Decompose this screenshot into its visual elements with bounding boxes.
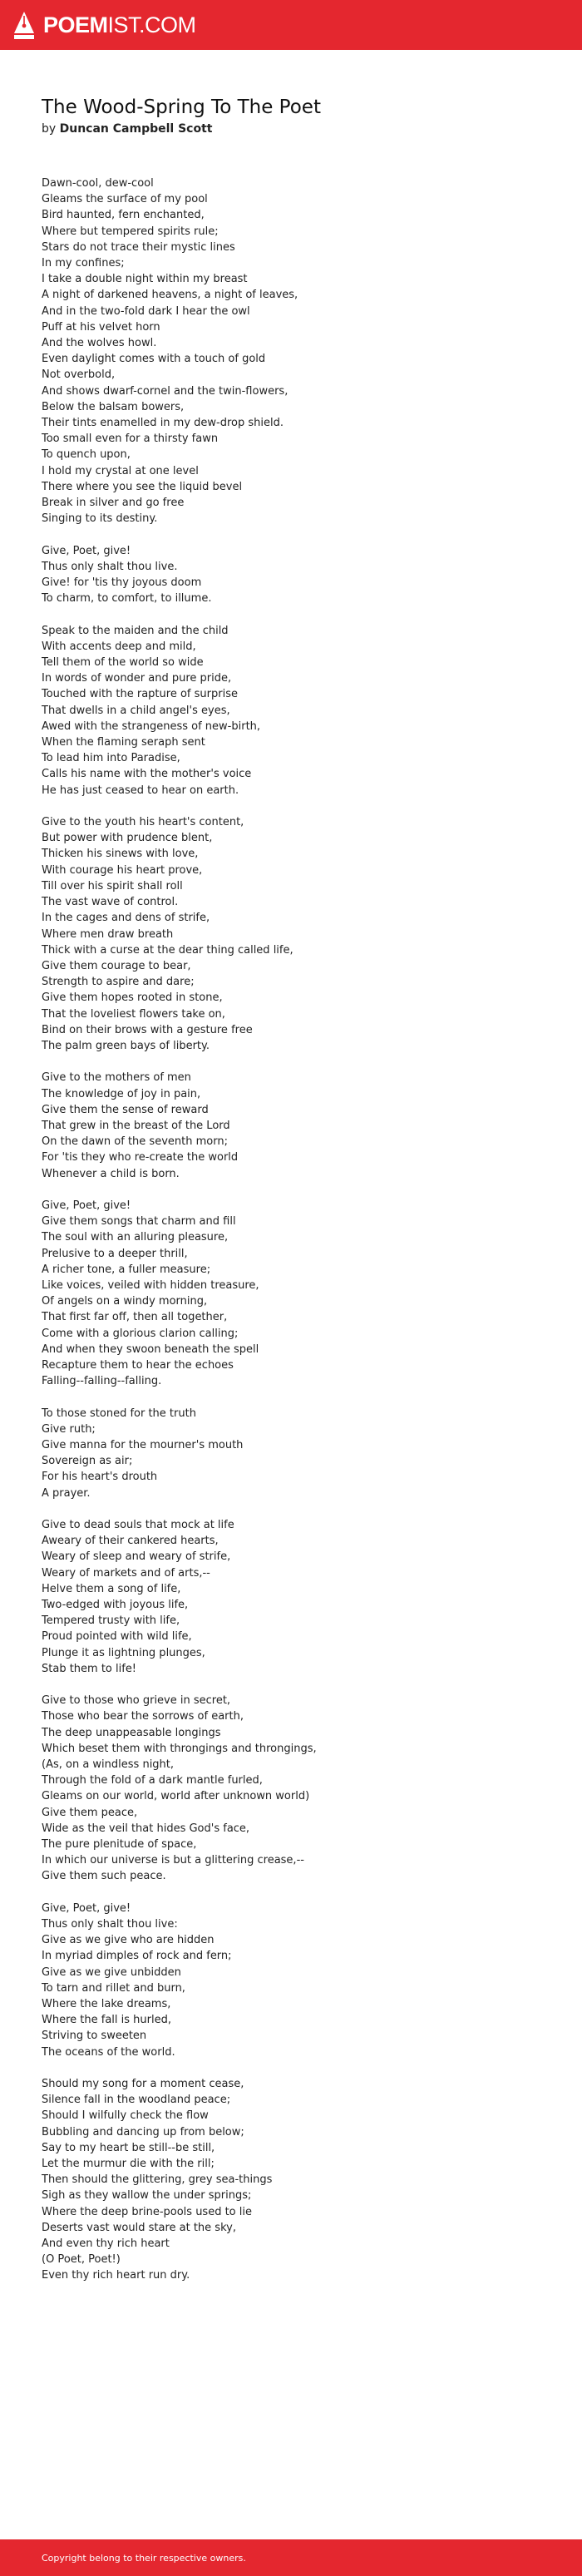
poem-line: In my confines; <box>42 257 125 270</box>
author-link[interactable]: Duncan Campbell Scott <box>59 122 213 136</box>
poem-stanza <box>42 623 582 799</box>
poem-line: Those who bear the sorrows of earth, <box>42 1710 244 1723</box>
poem-line: Give to those who grieve in secret, <box>42 1694 231 1708</box>
poem-line: In words of wonder and pure pride, <box>42 672 232 685</box>
poem-line: The soul with an alluring pleasure, <box>42 1231 229 1244</box>
poem-line: Give to dead souls that mock at life <box>42 1518 234 1531</box>
poem-line: Silence fall in the woodland peace; <box>42 2094 231 2107</box>
poem-line: Where the deep brine-pools used to lie <box>42 2205 252 2218</box>
poem-stanza <box>42 1070 582 1181</box>
poem-line: Should my song for a moment cease, <box>42 2078 244 2091</box>
poem-line: A prayer. <box>42 1486 91 1500</box>
poem-stanza <box>42 1517 582 1677</box>
poem-line: Which beset them with throngings and throngings, <box>42 1742 317 1755</box>
poem-line: The deep unappeasable longings <box>42 1726 221 1739</box>
poem-line: Through the fold of a dark mantle furled, <box>42 1774 263 1787</box>
poem-line: Even daylight comes with a touch of gold <box>42 353 266 366</box>
poem-line: Falling--falling--falling. <box>42 1375 162 1388</box>
poem-line: And shows dwarf-cornel and the twin-flowers, <box>42 384 289 398</box>
poem-line: Sovereign as air; <box>42 1455 133 1468</box>
site-logo-text <box>43 14 196 37</box>
poem-line: Stars do not trace their mystic lines <box>42 240 235 254</box>
poem-line: (O Poet, Poet!) <box>42 2253 121 2267</box>
poem-line: Give ruth; <box>42 1422 96 1436</box>
poem-line: There where you see the liquid bevel <box>42 480 243 493</box>
poem-line: (As, on a windless night, <box>42 1758 175 1771</box>
poem-line: Bird haunted, fern enchanted, <box>42 209 205 222</box>
poem-line: And even thy rich heart <box>42 2237 170 2251</box>
poem-line: Give, Poet, give! <box>42 544 131 557</box>
poem-line: Give them courage to bear, <box>42 959 191 972</box>
poem-line: With accents deep and mild, <box>42 640 196 653</box>
poem-line: To quench upon, <box>42 448 131 462</box>
poem-line: Thicken his sinews with love, <box>42 848 199 861</box>
poem-line: Thick with a curse at the dear thing called life, <box>42 943 293 957</box>
poem-line: In which our universe is but a glittering crease,-- <box>42 1854 304 1867</box>
poem-line: Give! for 'tis thy joyous doom <box>42 576 202 590</box>
poem-line: Prelusive to a deeper thrill, <box>42 1247 188 1260</box>
poem-line: Where the fall is hurled, <box>42 2014 171 2027</box>
logo-text-bold: POEM <box>43 12 108 37</box>
poem-line: With courage his heart prove, <box>42 863 203 877</box>
poem-line: Give to the youth his heart's content, <box>42 816 244 829</box>
poem-line: On the dawn of the seventh morn; <box>42 1135 228 1149</box>
poem-line: In the cages and dens of strife, <box>42 912 210 925</box>
poem-line: Where men draw breath <box>42 927 174 941</box>
poem-line: The vast wave of control. <box>42 896 179 909</box>
poem-line: Weary of sleep and weary of strife, <box>42 1550 231 1564</box>
poem-line: Not overbold, <box>42 368 116 382</box>
poem-line: Below the balsam bowers, <box>42 400 185 413</box>
poem-stanza <box>42 1901 582 2060</box>
poem-line: Like voices, veiled with hidden treasure, <box>42 1278 259 1292</box>
poem-line: Give them songs that charm and fill <box>42 1215 236 1229</box>
poem-line: Gleams on our world, world after unknown world) <box>42 1790 310 1803</box>
poem-line: Dawn-cool, dew-cool <box>42 177 154 190</box>
poem-line: That grew in the breast of the Lord <box>42 1119 230 1132</box>
poem-line: Tempered trusty with life, <box>42 1614 180 1628</box>
poem-line: Recapture them to hear the echoes <box>42 1358 234 1372</box>
poem-line: Give as we give unbidden <box>42 1965 181 1979</box>
poem-line: Give manna for the mourner's mouth <box>42 1438 244 1451</box>
poem-line: Deserts vast would stare at the sky, <box>42 2221 236 2234</box>
poem-line: That dwells in a child angel's eyes, <box>42 704 230 717</box>
poem-line: Give to the mothers of men <box>42 1071 191 1085</box>
poem-line: That the loveliest flowers take on, <box>42 1007 225 1021</box>
poem-line: To tarn and rillet and burn, <box>42 1981 185 1995</box>
poem-line: Tell them of the world so wide <box>42 656 204 670</box>
poem-line: Whenever a child is born. <box>42 1167 180 1180</box>
poem-stanza <box>42 1693 582 1884</box>
poem-line: Stab them to life! <box>42 1662 137 1675</box>
poem-line: But power with prudence blent, <box>42 832 213 845</box>
poem-stanza <box>42 814 582 1054</box>
poem-line: Let the murmur die with the rill; <box>42 2158 215 2171</box>
poem-stanza <box>42 2076 582 2284</box>
poem-line: Gleams the surface of my pool <box>42 193 208 206</box>
poem-line: Proud pointed with wild life, <box>42 1630 192 1644</box>
poem-line: Of angels on a windy morning, <box>42 1295 208 1308</box>
poem-line: Two-edged with joyous life, <box>42 1598 189 1611</box>
poem-line: Give, Poet, give! <box>42 1901 131 1915</box>
poem-line: Their tints enamelled in my dew-drop shield. <box>42 417 284 430</box>
poem-line: The oceans of the world. <box>42 2045 175 2059</box>
poem-line: Should I wilfully check the flow <box>42 2109 209 2123</box>
poem-line: Sigh as they wallow the under springs; <box>42 2189 252 2203</box>
poem-line: Helve them a song of life, <box>42 1582 181 1595</box>
poem-stanza <box>42 1198 582 1389</box>
poem-stanza <box>42 543 582 607</box>
poem-line: Strength to aspire and dare; <box>42 976 195 989</box>
poem-line: Give them hopes rooted in stone, <box>42 991 223 1005</box>
poem-line: Give, Poet, give! <box>42 1199 131 1212</box>
poem-line: He has just ceased to hear on earth. <box>42 784 239 797</box>
poem-line: The knowledge of joy in pain, <box>42 1087 201 1100</box>
poem-line: Speak to the maiden and the child <box>42 624 229 637</box>
poem-line: Calls his name with the mother's voice <box>42 768 252 781</box>
poem-line: And the wolves howl. <box>42 337 157 350</box>
poem-line: Bind on their brows with a gesture free <box>42 1023 253 1036</box>
poem-line: In myriad dimples of rock and fern; <box>42 1950 232 1963</box>
poem-line: Give as we give who are hidden <box>42 1934 215 1947</box>
poem-stanza <box>42 1406 582 1501</box>
byline-prefix: by <box>42 122 57 136</box>
poem-line: Break in silver and go free <box>42 497 185 510</box>
poem-line: The palm green bays of liberty. <box>42 1039 210 1052</box>
poem-line: Even thy rich heart run dry. <box>42 2269 190 2282</box>
poem-line: Come with a glorious clarion calling; <box>42 1327 239 1340</box>
site-header <box>0 0 582 50</box>
poem-stanza <box>42 176 582 527</box>
poem-line: Where but tempered spirits rule; <box>42 225 219 238</box>
poem-line: Give them such peace. <box>42 1870 166 1883</box>
poem-line: And in the two-fold dark I hear the owl <box>42 304 250 318</box>
poem-line: When the flaming seraph sent <box>42 736 205 749</box>
poem-line: The pure plenitude of space, <box>42 1838 197 1851</box>
poem-line: Thus only shalt thou live. <box>42 560 178 573</box>
poem-line: Where the lake dreams, <box>42 1998 171 2011</box>
poem-line: Aweary of their cankered hearts, <box>42 1535 219 1548</box>
poem-line: For 'tis they who re-create the world <box>42 1151 239 1164</box>
poem-line: Then should the glittering, grey sea-things <box>42 2173 273 2187</box>
poem-line: I take a double night within my breast <box>42 273 248 286</box>
copyright-notice: Copyright belong to their respective owners. <box>42 2552 246 2564</box>
poem-line: Striving to sweeten <box>42 2030 147 2043</box>
poem-body <box>42 176 582 2284</box>
poem-line: Puff at his velvet horn <box>42 320 160 334</box>
poem-line: Wide as the veil that hides God's face, <box>42 1822 250 1835</box>
poem-title: The Wood-Spring To The Poet <box>42 96 321 118</box>
poem-content <box>0 50 582 2284</box>
fountain-pen-nib-icon <box>13 11 35 39</box>
poem-byline <box>42 121 582 137</box>
poem-line: That first far off, then all together, <box>42 1311 228 1324</box>
poem-line: Weary of markets and of arts,-- <box>42 1566 210 1580</box>
poem-line: I hold my crystal at one level <box>42 464 199 477</box>
poem-line: Thus only shalt thou live: <box>42 1918 178 1931</box>
poem-line: To those stoned for the truth <box>42 1407 196 1420</box>
poem-line: Bubbling and dancing up from below; <box>42 2125 244 2138</box>
poem-line: Awed with the strangeness of new-birth, <box>42 719 261 733</box>
poem-line: Touched with the rapture of surprise <box>42 688 238 701</box>
poem-line: Till over his spirit shall roll <box>42 879 183 892</box>
poem-line: Too small even for a thirsty fawn <box>42 433 219 446</box>
poem-line: For his heart's drouth <box>42 1471 158 1484</box>
site-logo-link[interactable] <box>13 11 196 39</box>
poem-line: Give them peace, <box>42 1806 138 1819</box>
poem-line: And when they swoon beneath the spell <box>42 1342 259 1356</box>
poem-line: A night of darkened heavens, a night of leaves, <box>42 289 298 302</box>
logo-text-light: IST.COM <box>107 12 196 37</box>
poem-line: Say to my heart be still--be still, <box>42 2141 215 2154</box>
poem-line: To lead him into Paradise, <box>42 752 180 765</box>
poem-line: Singing to its destiny. <box>42 512 158 526</box>
site-footer <box>0 2539 582 2576</box>
poem-line: A richer tone, a fuller measure; <box>42 1263 211 1276</box>
poem-line: To charm, to comfort, to illume. <box>42 592 212 606</box>
poem-line: Plunge it as lightning plunges, <box>42 1646 205 1659</box>
poem-line: Give them the sense of reward <box>42 1103 209 1116</box>
